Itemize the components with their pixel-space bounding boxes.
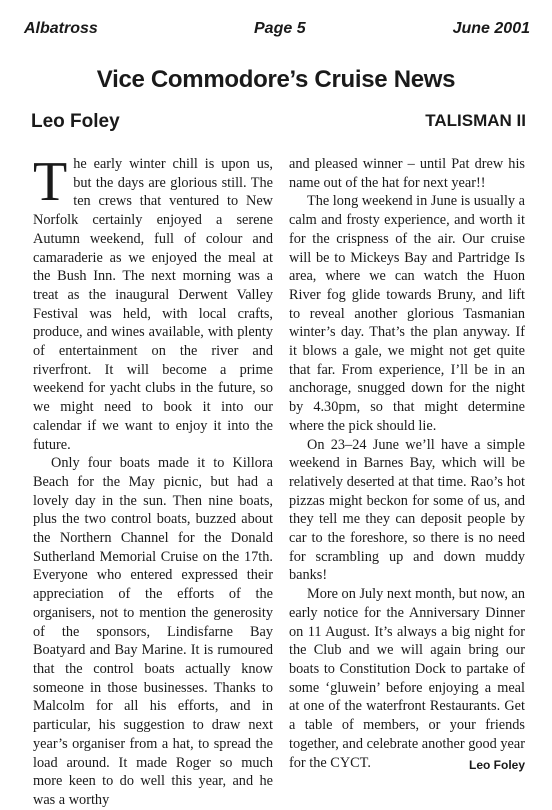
column-left bbox=[33, 151, 273, 810]
byline bbox=[31, 111, 526, 137]
paragraph: The long weekend in June is usually a calm and frosty experience, and worth it for the crispness of the air. Our cruise will be to Mickeys Bay and Partridge Is area, where we can watch the Huon River fog glide towards Bruny, and lift to reveal another glorious Tasmanian winter’s day. That’s the plan anyway. If it blows a gale, we might not get quite that far. From experience, I’ll be in an anchorage, snugged down for the night by 4.30pm, so that might determine where the pick should lie. bbox=[289, 193, 525, 434]
issue-date: June 2001 bbox=[452, 20, 530, 37]
paragraph bbox=[33, 151, 273, 454]
paragraph: On 23–24 June we’ll have a simple weekend in Barnes Bay, which will be relatively deserted at that time. Rao’s hot pizzas might beckon for some of us, and they tell me they can deposit people by car to the foreshore, so there is no need for scrambling up and down muddy banks! bbox=[289, 436, 525, 584]
paragraph-text: More on July next month, but now, an early notice for the Anniversary Dinner on 11 August. It’s always a big night for the Club and we will again bring our boats to Constitution Dock to partake of some ‘gluwein’ before enjoying a meal at one of the waterfront Restaurants. Get a table of members, or your friends together, and celebrate another good year for the CYCT. bbox=[289, 586, 526, 771]
author-name: Leo Foley bbox=[31, 111, 120, 132]
paragraph bbox=[289, 585, 525, 772]
paragraph-text: he early winter chill is upon us, but the days are glorious still. The ten crews that ventured to New Norfolk certainly enjoyed a serene Autumn weekend, full of colour and camaraderie as we enjoyed the meal at the Bush Inn. The next morning was a treat as the inaugural Derwent Valley Festival was held, with local crafts, produce, and wines available, with plenty of entertainment on the river and riverfront. It will become a prime weekend for yacht clubs in the future, so we might need to book it into our calendar if we want to enjoy it into the future. bbox=[33, 156, 273, 453]
column-right bbox=[289, 155, 525, 774]
page-header bbox=[24, 20, 530, 44]
boat-name: TALISMAN II bbox=[425, 111, 526, 130]
publication-name: Albatross bbox=[24, 20, 98, 37]
article-title: Vice Commodore’s Cruise News bbox=[96, 66, 456, 93]
paragraph: Only four boats made it to Killora Beach for the May picnic, but had a lovely day in the sun. Then nine boats, plus the two control boats, buzzed about the Northern Channel for the Donald Sutherland Memorial Cruise on the 17th. Everyone who entered expressed their appreciation of the efforts of the organisers, not to mention the generosity of the sponsors, Lindisfarne Bay Boatyard and Bay Marine. It is rumoured that the control boats actually know someone in those businesses. Thanks to Malcolm for all his efforts, and in particular, his suggestion to draw next year’s organiser from a hat, to spread the load around. It made Roger so much more keen to do well this year, and he was a worthy bbox=[33, 455, 273, 808]
page-number: Page 5 bbox=[254, 20, 306, 37]
signature: Leo Foley bbox=[468, 757, 525, 772]
paragraph: and pleased winner – until Pat drew his name out of the hat for next year!! bbox=[289, 156, 525, 191]
drop-cap: T bbox=[33, 151, 68, 213]
